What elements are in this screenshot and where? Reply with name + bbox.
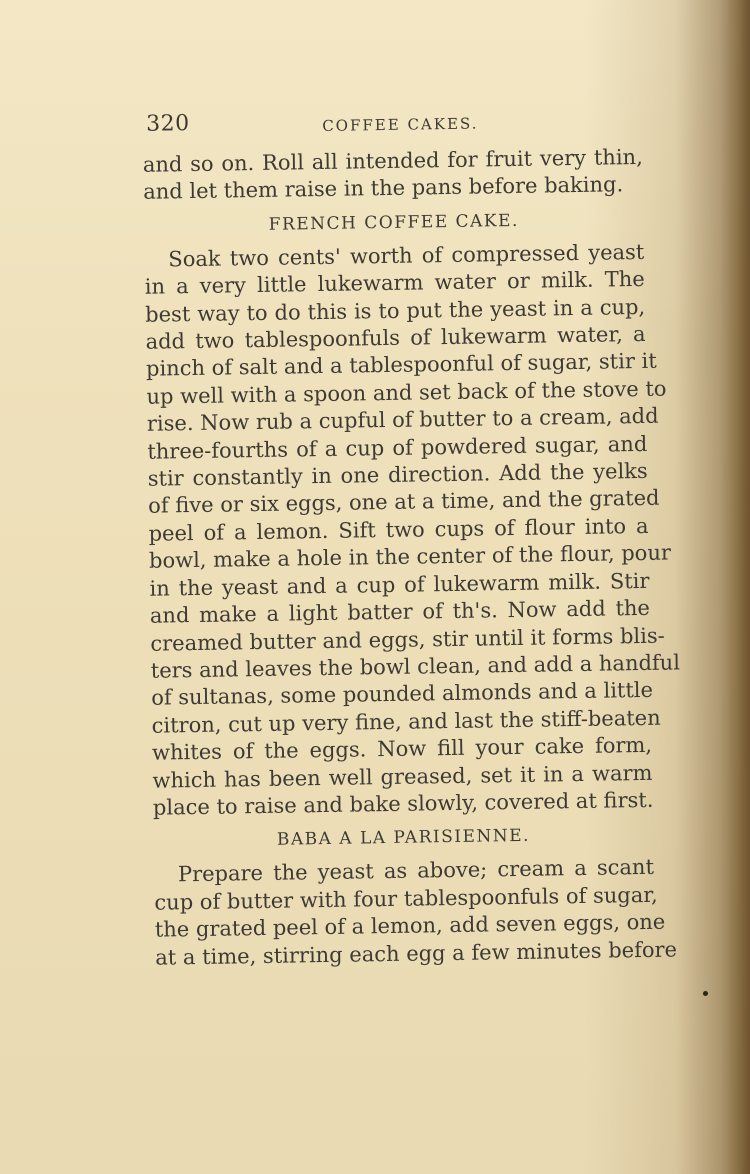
page-header — [128, 104, 649, 152]
text-line: pinch of salt and a tablespoonful of sugar, stir it — [145, 349, 657, 382]
ink-speck — [703, 991, 708, 996]
text-line: whites of the eggs. Now fill your cake form, — [151, 732, 653, 765]
text-line: up well with a spoon and set back of the stove to — [146, 376, 667, 409]
section-heading-baba-a-la-parisienne: BABA A LA PARISIENNE. — [276, 826, 531, 851]
text-line: Soak two cents' worth of compressed yeast — [168, 239, 645, 272]
text-line: rise. Now rub a cupful of butter to a cream, add — [146, 403, 659, 436]
text-line: bowl, make a hole in the center of the flour, pour — [148, 540, 672, 574]
text-line: cup of butter with four tablespoonfuls of sugar, — [154, 882, 658, 915]
text-line: add two tablespoonfuls of lukewarm water, a — [145, 321, 646, 354]
text-line: which has been well greased, set it in a warm — [152, 760, 653, 793]
text-line: in a very little lukewarm water or milk. The — [144, 267, 645, 299]
text-line: best way to do this is to put the yeast in a cup, — [144, 294, 646, 327]
text-line: citron, cut up very fine, and last the stiff-beaten — [151, 705, 661, 738]
text-line: creamed butter and eggs, stir until it forms blis- — [150, 623, 665, 656]
text-line: three-fourths of a cup of powdered sugar, and — [147, 431, 648, 464]
text-line: stir constantly in one direction. Add the yelks — [147, 458, 648, 491]
recipe-paragraph-french-coffee-cake — [130, 239, 681, 823]
text-line: of five or six eggs, one at a time, and the grated — [148, 486, 660, 519]
text-line: ters and leaves the bowl clean, and add a handful — [150, 650, 681, 683]
text-line: of sultanas, some pounded almonds and a little — [151, 678, 654, 711]
running-title: COFFEE CAKES. — [322, 114, 479, 135]
text-line: in the yeast and a cup of lukewarm milk. Stir — [149, 568, 650, 601]
text-line: Prepare the yeast as above; cream a scant — [177, 855, 655, 887]
carryover-paragraph — [129, 144, 650, 207]
text-line: and make a light batter of th's. Now add the — [149, 595, 651, 628]
text-line: place to raise and bake slowly, covered at first. — [152, 787, 654, 820]
text-line: and so on. Roll all intended for fruit very thin, — [142, 144, 643, 177]
text-line: at a time, stirring each egg a few minutes before — [155, 937, 678, 970]
page-edge-shadow — [720, 0, 750, 1174]
recipe-paragraph-baba-a-la-parisienne — [140, 854, 678, 972]
text-line: the grated peel of a lemon, add seven eggs, one — [154, 909, 666, 942]
section-heading-french-coffee-cake: FRENCH COFFEE CAKE. — [268, 210, 520, 235]
text-line: and let them raise in the pans before baking. — [143, 172, 624, 205]
page-text-block — [128, 104, 681, 972]
text-line: peel of a lemon. Sift two cups of flour into a — [148, 513, 649, 546]
page-number: 320 — [145, 111, 190, 137]
